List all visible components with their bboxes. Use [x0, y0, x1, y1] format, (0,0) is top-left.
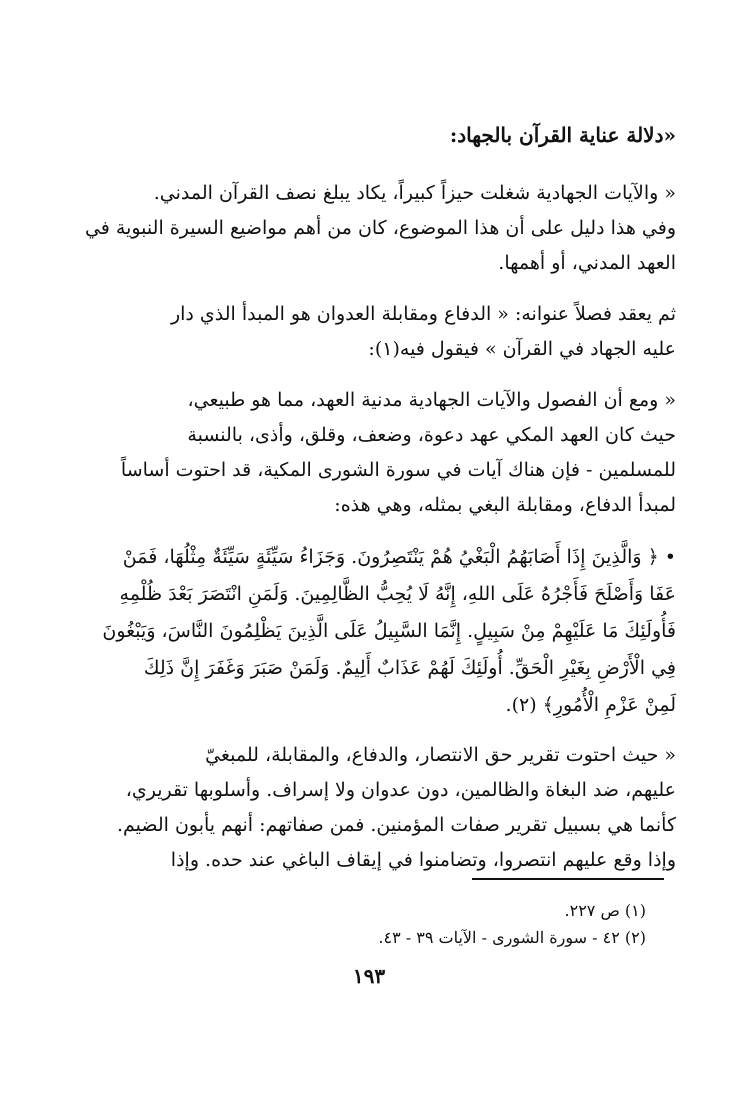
section-heading: «دلالة عناية القرآن بالجهاد: [449, 123, 676, 147]
page-number: ١٩٣ [352, 964, 386, 988]
paragraph-3 [70, 383, 676, 523]
page-body [70, 118, 676, 894]
paragraph-2 [70, 297, 676, 367]
quran-line: • ﴿ وَالَّذِينَ إِذَا أَصَابَهُمُ الْبَغْيُ هُمْ يَنْتَصِرُونَ. وَجَزَاءُ سَيِّئَةٍ سَيِّئَةٌ مِثْلُهَا، فَمَنْ [122, 546, 676, 568]
footnote-1: (١) ص ٢٢٧. [564, 901, 646, 920]
text-line: العهد المدني، أو أهمها. [498, 252, 676, 274]
text-line: حيث كان العهد المكي عهد دعوة، وضعف، وقلق، وأذى، بالنسبة [187, 424, 676, 446]
text-line: وإذا وقع عليهم انتصروا، وتضامنوا في إيقاف الباغي عند حده. وإذا [170, 849, 676, 871]
text-line: كأنما هي بسبيل تقرير صفات المؤمنين. فمن صفاتهم: أنهم يأبون الضيم. [116, 814, 676, 836]
quran-quotation [70, 539, 676, 724]
text-line: لمبدأ الدفاع، ومقابلة البغي بمثله، وهي هذه: [334, 494, 676, 516]
text-line: ثم يعقد فصلاً عنوانه: « الدفاع ومقابلة العدوان هو المبدأ الذي دار [170, 303, 676, 325]
footnotes [86, 897, 646, 951]
paragraph-4 [70, 738, 676, 878]
text-line: « والآيات الجهادية شغلت حيزاً كبيراً، يكاد يبلغ نصف القرآن المدني. [153, 182, 676, 204]
quran-line: لَمِنْ عَزْمِ الْأُمُورِ﴾ (٢). [505, 694, 676, 716]
paragraph-1 [70, 176, 676, 281]
quran-line: فَأُولَئِكَ مَا عَلَيْهِمْ مِنْ سَبِيلٍ. إِنَّمَا السَّبِيلُ عَلَى الَّذِينَ يَظْلِمُونَ النَّاسَ، وَيَبْغُونَ [102, 620, 676, 642]
text-line: عليهم، ضد البغاة والظالمين، دون عدوان ولا إسراف. وأسلوبها تقريري، [125, 779, 676, 801]
quran-line: عَفَا وَأَصْلَحَ فَأَجْرُهُ عَلَى اللهِ، إِنَّهُ لَا يُحِبُّ الظَّالِمِينَ. وَلَمَنِ انْتَصَرَ بَعْدَ ظُلْمِهِ [119, 583, 676, 605]
footnote-divider [472, 878, 664, 880]
text-line: عليه الجهاد في القرآن » فيقول فيه(١): [368, 338, 676, 360]
quran-line: فِي الْأَرْضِ بِغَيْرِ الْحَقِّ. أُولَئِكَ لَهُمْ عَذَابٌ أَلِيمٌ. وَلَمَنْ صَبَرَ وَغَفَرَ إِنَّ ذَلِكَ [143, 657, 676, 679]
text-line: للمسلمين - فإن هناك آيات في سورة الشورى المكية، قد احتوت أساساً [120, 459, 676, 481]
text-line: « حيث احتوت تقرير حق الانتصار، والدفاع، والمقابلة، للمبغيّ [205, 744, 676, 766]
text-line: « ومع أن الفصول والآيات الجهادية مدنية العهد، مما هو طبيعي، [187, 389, 676, 411]
footnote-2: (٢) ٤٢ - سورة الشورى - الآيات ٣٩ - ٤٣. [378, 928, 646, 947]
text-line: وفي هذا دليل على أن هذا الموضوع، كان من أهم مواضيع السيرة النبوية في [84, 217, 676, 239]
